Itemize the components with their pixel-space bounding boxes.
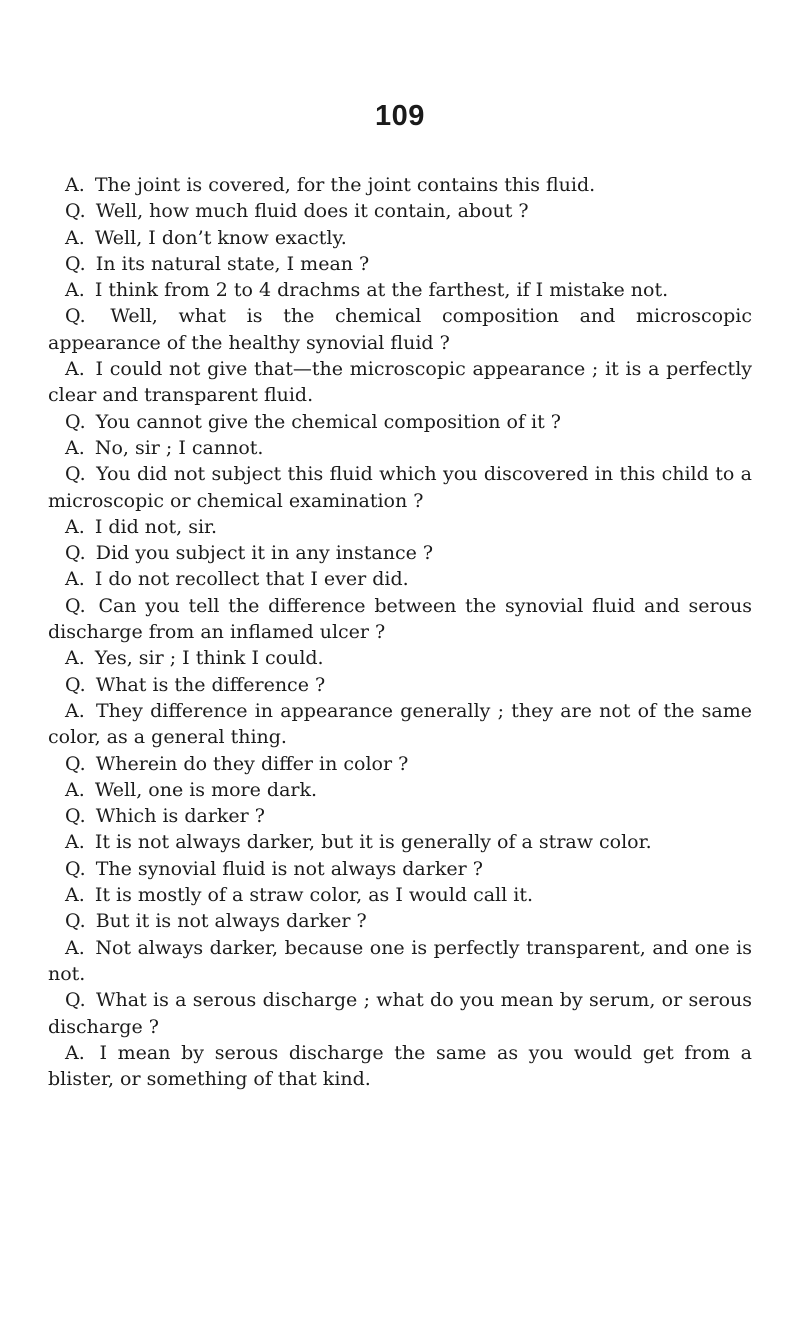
speaker-label: A. xyxy=(65,884,85,907)
transcript-paragraph xyxy=(48,303,752,356)
transcript-paragraph xyxy=(48,751,752,777)
speaker-label: A. xyxy=(65,568,85,591)
speaker-label: Q. xyxy=(65,594,86,617)
speech-text: No, sir ; I cannot. xyxy=(94,436,264,459)
speaker-label: Q. xyxy=(65,542,86,565)
transcript-paragraph xyxy=(48,356,752,409)
speech-text: Yes, sir ; I think I could. xyxy=(94,647,324,670)
speech-text: Well, one is more dark. xyxy=(94,778,318,801)
speaker-label: A. xyxy=(65,936,85,959)
speaker-label: A. xyxy=(65,1041,85,1064)
transcript-paragraph xyxy=(48,803,752,829)
speaker-label: A. xyxy=(65,226,85,249)
speaker-label: Q. xyxy=(65,200,86,223)
speaker-label: Q. xyxy=(65,752,86,775)
speaker-label: Q. xyxy=(65,989,86,1012)
speech-text: I think from 2 to 4 drachms at the farthest, if I mistake not. xyxy=(94,279,669,302)
transcript-paragraph xyxy=(48,987,752,1040)
speech-text: It is mostly of a straw color, as I would call it. xyxy=(94,884,533,907)
transcript-paragraph xyxy=(48,540,752,566)
transcript-text xyxy=(48,172,752,1092)
speaker-label: A. xyxy=(65,358,85,381)
transcript-paragraph xyxy=(48,593,752,646)
transcript-paragraph xyxy=(48,698,752,751)
transcript-paragraph xyxy=(48,566,752,592)
speaker-label: A. xyxy=(65,436,85,459)
transcript-paragraph xyxy=(48,1040,752,1093)
speech-text: I do not recollect that I ever did. xyxy=(94,568,409,591)
transcript-paragraph xyxy=(48,882,752,908)
transcript-paragraph xyxy=(48,198,752,224)
transcript-paragraph xyxy=(48,908,752,934)
transcript-paragraph xyxy=(48,172,752,198)
speech-text: Not always darker, because one is perfectly transparent, and one is not. xyxy=(48,936,752,985)
speech-text: The synovial fluid is not always darker ? xyxy=(95,857,483,880)
transcript-paragraph xyxy=(48,277,752,303)
page-number: 109 xyxy=(375,100,425,132)
transcript-paragraph xyxy=(48,251,752,277)
speech-text: You did not subject this fluid which you discovered in this child to a microscopic or chemical examination ? xyxy=(48,463,752,512)
speech-text: The joint is covered, for the joint contains this fluid. xyxy=(94,174,596,196)
speech-text: I did not, sir. xyxy=(94,515,218,538)
speech-text: They difference in appearance generally ; they are not of the same color, as a general thing. xyxy=(48,699,752,749)
speaker-label: A. xyxy=(65,778,85,801)
speech-text: I mean by serous discharge the same as you would get from a blister, or something of that kind. xyxy=(48,1041,753,1091)
speech-text: It is not always darker, but it is generally of a straw color. xyxy=(94,831,652,854)
speech-text: But it is not always darker ? xyxy=(95,910,367,933)
speaker-label: Q. xyxy=(65,673,86,696)
speaker-label: Q. xyxy=(65,910,86,933)
speaker-label: A. xyxy=(65,699,85,722)
speaker-label: Q. xyxy=(65,857,86,880)
speaker-label: Q. xyxy=(65,805,86,828)
transcript-paragraph xyxy=(48,935,752,988)
transcript-paragraph xyxy=(48,409,752,435)
transcript-paragraph xyxy=(48,672,752,698)
speech-text: What is a serous discharge ; what do you mean by serum, or serous discharge ? xyxy=(48,989,753,1038)
transcript-paragraph xyxy=(48,514,752,540)
speech-text: Did you subject it in any instance ? xyxy=(95,542,434,565)
transcript-paragraph xyxy=(48,829,752,855)
speech-text: In its natural state, I mean ? xyxy=(95,252,370,275)
speech-text: Well, what is the chemical composition and microscopic appearance of the healthy synovial fluid ? xyxy=(48,305,753,354)
speaker-label: A. xyxy=(65,831,85,854)
speech-text: I could not give that—the microscopic appearance ; it is a perfectly clear and transparent fluid. xyxy=(48,358,752,407)
speech-text: Wherein do they differ in color ? xyxy=(95,752,409,775)
speaker-label: A. xyxy=(65,279,85,302)
speaker-label: Q. xyxy=(65,252,86,275)
speech-text: What is the difference ? xyxy=(95,673,326,696)
speaker-label: A. xyxy=(65,174,85,196)
transcript-paragraph xyxy=(48,777,752,803)
transcript-paragraph xyxy=(48,856,752,882)
speech-text: You cannot give the chemical composition of it ? xyxy=(95,410,561,433)
speaker-label: Q. xyxy=(65,463,86,486)
transcript-paragraph xyxy=(48,225,752,251)
speech-text: Which is darker ? xyxy=(95,805,265,828)
speaker-label: A. xyxy=(65,647,85,670)
speaker-label: Q. xyxy=(65,410,86,433)
speaker-label: Q. xyxy=(65,305,86,328)
speech-text: Can you tell the difference between the synovial fluid and serous discharge from an inflamed ulcer ? xyxy=(48,594,752,644)
transcript-paragraph xyxy=(48,645,752,671)
speaker-label: A. xyxy=(65,515,85,538)
transcript-paragraph xyxy=(48,435,752,461)
transcript-paragraph xyxy=(48,461,752,514)
speech-text: Well, I don’t know exactly. xyxy=(94,226,347,249)
speech-text: Well, how much fluid does it contain, about ? xyxy=(95,200,529,223)
